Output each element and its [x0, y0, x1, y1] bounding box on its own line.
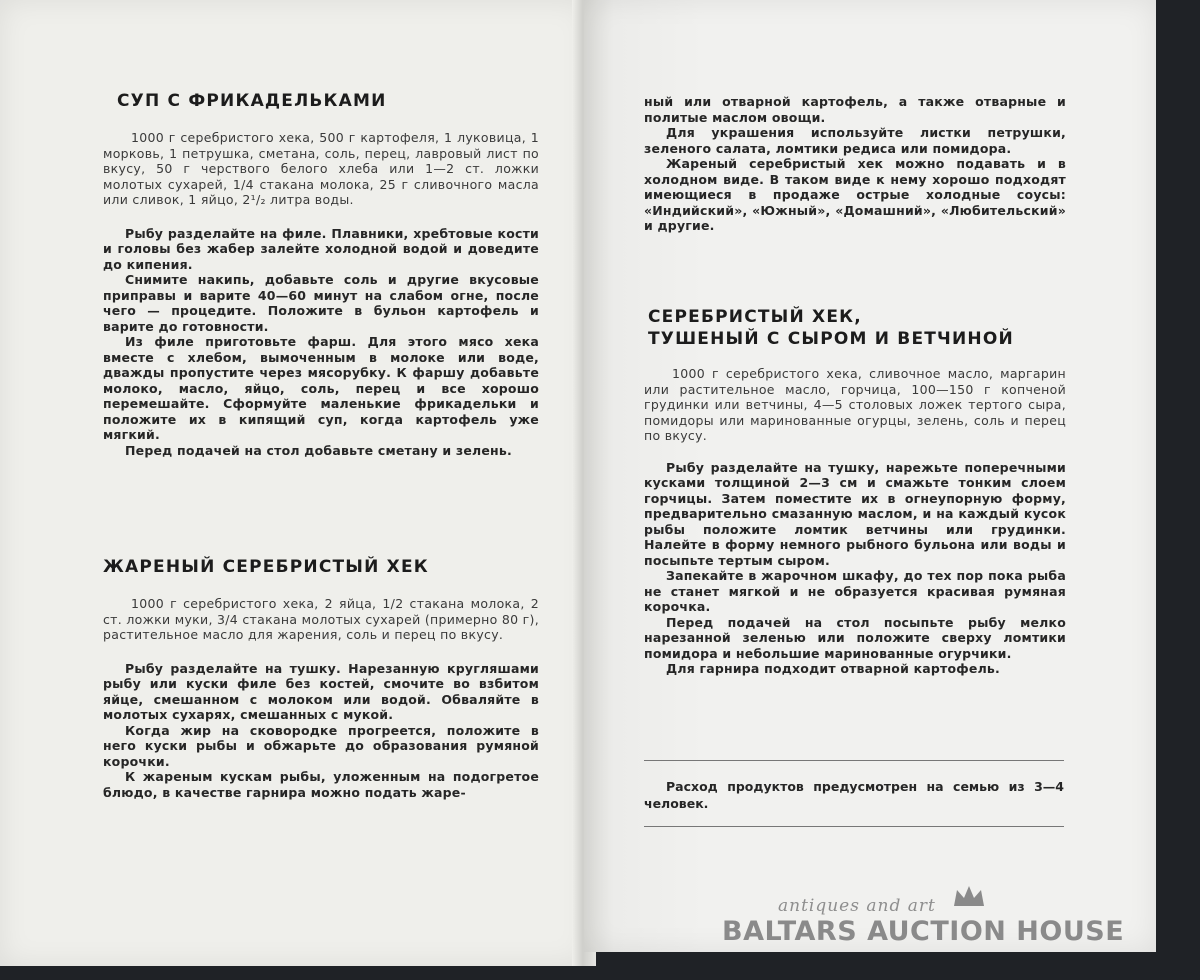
- recipe-fried-hake: [103, 556, 539, 800]
- recipe-steps: [103, 661, 539, 801]
- step-paragraph: ный или отварной картофель, а также отварные и политые маслом овощи.: [644, 94, 1066, 125]
- step-paragraph: Жареный серебристый хек можно подавать и в холодном виде. В таком виде к нему хорошо подходят имеющиеся в продаже острые холодные соусы: «Индийский», «Южный», «Домашний», «Любительский» и другие.: [644, 156, 1066, 233]
- ingredients-text: 1000 г серебристого хека, 2 яйца, 1/2 стакана молока, 2 ст. ложки муки, 3/4 стакана молотых сухарей (примерно 80 г), растительное масло для жарения, соль и перец по вкусу.: [103, 596, 539, 642]
- step-paragraph: Снимите накипь, добавьте соль и другие вкусовые приправы и варите 40—60 минут на слабом огне, после чего — процедите. Положите в бульон картофель и варите до готовности.: [103, 272, 539, 334]
- recipe-title-line2: ТУШЕНЫЙ С СЫРОМ И ВЕТЧИНОЙ: [648, 329, 1014, 349]
- recipe-title: СУП С ФРИКАДЕЛЬКАМИ: [117, 91, 387, 111]
- step-paragraph: Рыбу разделайте на тушку, нарежьте поперечными кусками толщиной 2—3 см и смажьте тонким слоем горчицы. Затем поместите их в огнеупорную форму, предварительно смазанную маслом, и на каждый кусок рыбы положите ломтик ветчины или грудинки. Налейте в форму немного рыбного бульона или воды и посыпьте тертым сыром.: [644, 459, 1066, 568]
- right-page: [584, 0, 1156, 952]
- divider-top: [644, 760, 1064, 761]
- step-paragraph: Для гарнира подходит отварной картофель.: [666, 661, 1000, 676]
- watermark-main: BALTARS AUCTION HOUSE: [722, 916, 1125, 947]
- step-paragraph: Рыбу разделайте на филе. Плавники, хребтовые кости и головы без жабер залейте холодной водой и доведите до кипения.: [103, 225, 539, 272]
- step-paragraph: К жареным кускам рыбы, уложенным на подогретое блюдо, в качестве гарнира можно подать жаре-: [103, 769, 539, 800]
- step-paragraph: Для украшения используйте листки петрушки, зеленого салата, ломтики редиса или помидора.: [644, 125, 1066, 156]
- recipe-soup: [103, 90, 539, 458]
- watermark-script: antiques and art: [778, 896, 936, 916]
- recipe-steps: [644, 460, 1066, 677]
- recipe-title: ЖАРЕНЫЙ СЕРЕБРИСТЫЙ ХЕК: [103, 557, 429, 577]
- step-paragraph: Запекайте в жарочном шкафу, до тех пор пока рыба не станет мягкой и не образуется красивая румяная корочка.: [644, 568, 1066, 614]
- serving-note: Расход продуктов предусмотрен на семью из 3—4 человек.: [644, 779, 1064, 811]
- step-paragraph: Перед подачей на стол посыпьте рыбу мелко нарезанной зеленью или положите сверху ломтики помидора и небольшие маринованные огурчики.: [644, 614, 1066, 661]
- fried-hake-continuation: [644, 94, 1066, 234]
- recipe-stewed-hake: [644, 306, 1066, 677]
- left-page: [0, 0, 588, 966]
- recipe-title-line1: СЕРЕБРИСТЫЙ ХЕК,: [648, 307, 862, 327]
- ingredients-text: 1000 г серебристого хека, 500 г картофеля, 1 луковица, 1 морковь, 1 петрушка, сметана, соль, перец, лавровый лист по вкусу, 50 г черствого белого хлеба или 1—2 ст. ложки молотых сухарей, 1/4 стакана молока, 25 г сливочного масла или сливок, 1 яйцо, 2¹/₂ литра воды.: [103, 130, 539, 207]
- step-paragraph: Из филе приготовьте фарш. Для этого мясо хека вместе с хлебом, вымоченным в молоке или воде, дважды пропустите через мясорубку. К фаршу добавьте молоко, масло, яйцо, соль, перец и все хорошо перемешайте. Сформуйте маленькие фрикадельки и положите их в кипящий суп, когда картофель уже мягкий.: [103, 334, 539, 442]
- step-paragraph: Когда жир на сковородке прогреется, положите в него куски рыбы и обжарьте до образования румяной корочки.: [103, 722, 539, 769]
- step-paragraph: Перед подачей на стол добавьте сметану и зелень.: [125, 442, 512, 458]
- divider-bottom: [644, 826, 1064, 827]
- crown-icon: [952, 884, 986, 908]
- step-paragraph: Рыбу разделайте на тушку. Нарезанную кругляшами рыбу или куски филе без костей, смочите во взбитом яйце, смешанном с молоком или водой. Обваляйте в молотых сухарях, смешанных с мукой.: [103, 660, 539, 722]
- ingredients-text: 1000 г серебристого хека, сливочное масло, маргарин или растительное масло, горчица, 100—150 г копченой грудинки или ветчины, 4—5 столовых ложек тертого сыра, помидоры или маринованные огурцы, зелень, соль и перец по вкусу.: [644, 366, 1066, 443]
- recipe-steps: [103, 226, 539, 459]
- watermark: [722, 888, 1125, 958]
